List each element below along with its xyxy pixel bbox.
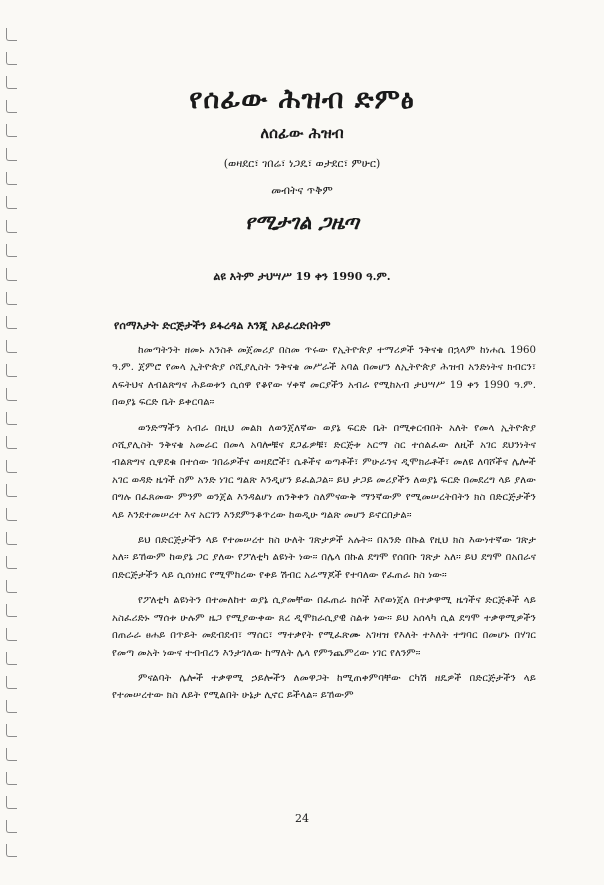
binding-ring [6,724,17,737]
article-headline: የሰማእታት ድርጅታችን ይፋረዳል እንጂ አይፈረድበትም [114,319,331,332]
binding-ring [6,388,17,401]
binding-ring [6,748,17,761]
binding-ring [6,844,17,857]
binding-ring [6,700,17,713]
spiral-binding [2,28,24,868]
paper-name: የሚታገል ጋዜጣ [244,210,359,234]
paragraph: ይህ በድርጅታችን ላይ የተመሠረተ ክስ ሁለት ገጽታዎች አሉት። በአንድ በኩል የዚህ ክስ እውነተኛው ገጽታ አለ። ይኸውም ከወያኔ ጋር ያለው የፖለቲካ ልዩነት ነው። በሌላ በኩል ደግሞ የሰበቡ ገጽታ አለ። ይህ ደግሞ በአበራና በድርጅታችን ላይ ሲሰነዘር የሚሞከረው የቀይ ሽብር አራማጆች የተባለው የፈጠራ ክስ ነው። [112,535,536,581]
paragraph: ወንድማችን አብራ በዚህ መልክ ለወንጀለኛው ወያኔ ፍርድ ቤት በሚቀርብበት አለት የመላ ኢትዮጵያ ሶሺያሊስት ንቅናቄ አመራር በመላ አባሎቹና ደጋፊዎቹ፣ ድርጅቱ አርማ ስር ተሰልፈው ለዚች አገር ደህንነትና ብልጽግና ሲዋደቁ በተሰው ገበሬዎችና ወዛደሮች፣ ሴቶችና ወጣቶች፣ ምሁራንና ዲሞክራቶች፣ መለዩ ለባሾችና ሌሎች አገር ወዳድ ዜጎች ስም አንድ ነገር ግልጽ እንዲሆን ይፈልጋል። ይህ ታጋይ መሪያችን ለወያኔ ፍርድ በመደረግ ላይ ያለው በግሉ በፈጸመው ምንም ወንጀል እንዳልሆነ ጠንቅቀን ስለምናውቅ ማንኛውም የሚመሠረትበትን ክስ በድርጅታችን ላይ እንደተመሠረተ እና አርገን እንደምንቆጥረው ከወዲሁ ግልጽ መሆን ይኖርበታል። [112,422,536,521]
document-periodicity: መብትና ጥቅም [271,184,333,197]
binding-ring [6,484,17,497]
document-title: የሰፊው ሕዝብ ድምፅ [189,84,415,115]
paragraph: ከመጣትንት ዘመኑ አንስቶ መጀመሪያ በስመ ጥሩው የኢትዮጵያ ተማሪዎች ንቅናቄ በኋላም ከነሐሴ 1960 ዓ.ም. ጀምሮ የመላ ኢትዮጵያ ሶሺያሊስት ንቅናቄ መሥራች አባል በመሆን ለኢትዮጵያ ሕዝብ አንድነትና ክብርን፣ ለፍትህና ለብልጽግና ሕይወቱን ሲሰዋ የቆየው ሃቀኛ መርያችን አብራ የሚከአብ ታህሣሥ 19 ቀን 1990 ዓ.ም. በወያኔ ፍርድ ቤት ይቀርባል። [112,345,536,409]
binding-ring [6,532,17,545]
binding-ring [6,436,17,449]
binding-ring [6,628,17,641]
binding-ring [6,652,17,665]
binding-ring [6,604,17,617]
binding-ring [6,340,17,353]
binding-ring [6,676,17,689]
binding-ring [6,292,17,305]
binding-ring [6,772,17,785]
binding-ring [6,460,17,473]
binding-ring [6,556,17,569]
binding-ring [6,364,17,377]
article-body [112,342,536,713]
binding-ring [6,28,17,41]
binding-ring [6,244,17,257]
document-subtitle: ለሰፊው ሕዝብ [260,124,344,142]
binding-ring [6,508,17,521]
binding-ring [6,52,17,65]
binding-ring [6,316,17,329]
page-number: 24 [295,812,309,825]
issue-line: ልዩ እትም ታህሣሥ 19 ቀን 1990 ዓ.ም. [213,270,391,283]
binding-ring [6,580,17,593]
paragraph: ምናልባት ሌሎች ተቃዋሚ ኃይሎችን ለመዋጋት ከሚጠቀምባቸው ርካሽ ዘዴዎች በድርጅታችን ላይ የተመሠረተው ክስ ለይት የሚልበት ሁኔታ ሊኖር ይችላል። ይኸውም [112,672,536,702]
paragraph: የፖለቲካ ልዩነትን በተመለከተ ወያኔ ሲያመቸው በፈጠራ ክሶች እየወነጀለ በተቃዋሚ ዜጎችና ድርጅቶች ላይ አስፈሪድኑ ማሰቱ ሁሉም ዜጋ የሚያውቀው ጸረ ዲሞክራሲያዊ ስልቱ ነው። ይህ አሰላካ ሲል ደግሞ ተቃዋሚዎችን በጠራራ ፀሐይ በጥይት መደብደብ፣ ማሰር፣ ማተቃየት የሚፈጽሙ አገዛዝ የእለት ተእለት ተግባር በመሆኑ በሃገር የመጣ መአት ነውና ተብብረን እንታገለው ከማለት ሌላ የምንጨምረው ነገር የለንም። [112,595,536,659]
document-motto: (ወዛደር፣ ገበሬ፣ ነጋዴ፣ ወታደር፣ ምሁር) [223,157,381,170]
binding-ring [6,412,17,425]
binding-ring [6,796,17,809]
